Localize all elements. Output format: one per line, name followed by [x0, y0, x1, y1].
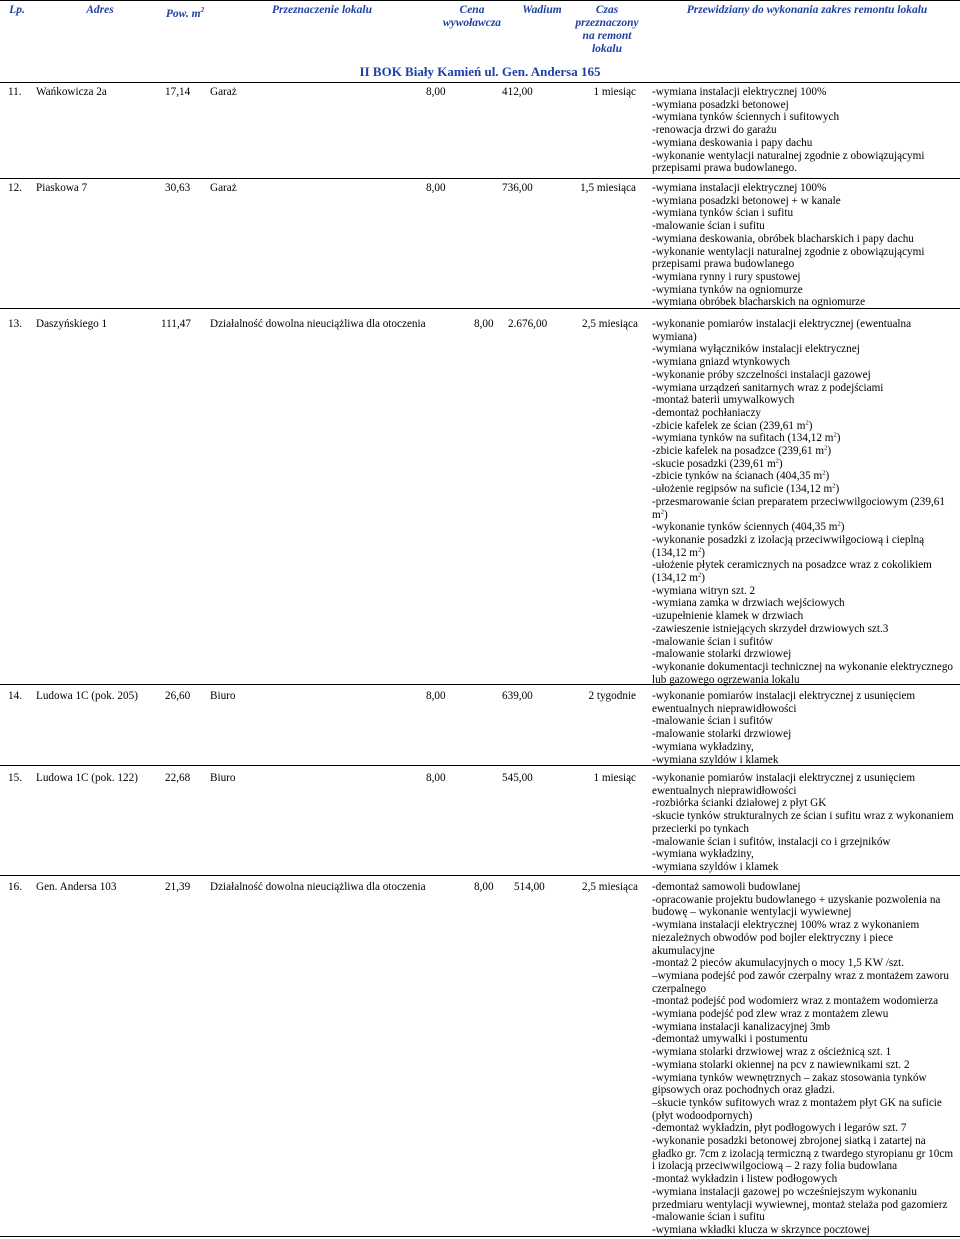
- work-line: -montaż wykładzin i listew podłogowych: [652, 1173, 838, 1186]
- paren: ): [701, 572, 705, 585]
- sq-sup: 2: [660, 507, 664, 515]
- sq-sup: 2: [837, 520, 841, 528]
- row-adres: Daszyńskiego 1: [36, 318, 108, 330]
- work-line: -wymiana posadzki betonowej: [652, 98, 789, 111]
- work-line: -wykonanie wentylacji naturalnej zgodnie z obowiązującymi: [652, 149, 925, 162]
- work-line: [652, 458, 958, 471]
- paren: ): [840, 521, 845, 534]
- work-line: [652, 470, 958, 483]
- row-pow: 21,39: [165, 881, 191, 893]
- row-works: [652, 318, 958, 686]
- header-pow: [150, 4, 220, 21]
- rule-header: [0, 82, 960, 83]
- row-works: [652, 690, 958, 766]
- paren: ): [825, 470, 830, 483]
- row-przeznaczenie: Garaż: [210, 182, 237, 194]
- row-lp: 11.: [8, 86, 22, 98]
- work-line: -malowanie ścian i sufitów: [652, 715, 773, 728]
- work-line: -malowanie ścian i sufitów: [652, 635, 773, 648]
- work-line: [652, 483, 958, 496]
- row-adres: Piaskowa 7: [36, 182, 88, 194]
- row-wadium: 736,00: [502, 182, 533, 194]
- work-line: czerpalnego: [652, 982, 707, 995]
- row-przeznaczenie: Garaż: [210, 86, 237, 98]
- work-line: -wykonanie posadzki z izolacją przeciwwilgociową i cieplną: [652, 533, 925, 546]
- work-line: -wymiana instalacji elektrycznej 100% wraz z wykonaniem: [652, 919, 920, 932]
- row-cena: 8,00: [426, 772, 446, 784]
- sq-sup: 2: [775, 457, 779, 464]
- row-works: [652, 881, 958, 1237]
- work-line: gipsowych oraz pochodnych oraz gładzi.: [652, 1084, 835, 1097]
- row-lp: 12.: [8, 182, 22, 194]
- row-works: [652, 182, 958, 309]
- row-pow: 22,68: [165, 772, 191, 784]
- row-cena: 8,00: [426, 86, 446, 98]
- row-pow: 30,63: [165, 182, 191, 194]
- row-cena: 8,00: [426, 182, 446, 194]
- work-line: -wymiana tynków ściennych i sufitowych: [652, 111, 840, 124]
- sq-sup: 2: [832, 482, 836, 490]
- row-pow: 26,60: [165, 690, 191, 702]
- work-line: -wymiana obróbek blacharskich na ogniomurze: [652, 296, 866, 309]
- work-line: -wymiana wkładki klucza w skrzynce pocztowej: [652, 1223, 870, 1236]
- header-czas-line4: lokalu: [591, 43, 623, 55]
- work-text: -zbicie kafelek ze ścian (239,61 m: [652, 419, 806, 432]
- work-line: -przesmarowanie ścian preparatem przeciwwilgociowym (239,61: [652, 495, 945, 508]
- row-czas: 2 tygodnie: [588, 690, 636, 702]
- work-line: -wymiana instalacji kanalizacyjnej 3mb: [652, 1020, 831, 1033]
- work-line: -demontaż pochłaniaczy: [652, 406, 762, 419]
- row-wadium: 545,00: [502, 772, 533, 784]
- row-wadium: 639,00: [502, 690, 533, 702]
- work-line: -wykonanie pomiarów instalacji elektrycznej z usunięciem: [652, 690, 916, 702]
- sq-sup: 2: [698, 545, 702, 553]
- work-line: -opracowanie projektu budowlanego + uzyskanie pozwolenia na: [652, 893, 941, 906]
- sq-sup: 2: [805, 418, 809, 426]
- row-lp: 16.: [8, 881, 22, 893]
- work-line: -wymiana urządzeń sanitarnych wraz z podejściami: [652, 381, 884, 394]
- work-line: -wymiana instalacji elektrycznej 100%: [652, 182, 827, 194]
- paren: ): [808, 419, 813, 432]
- row-adres: Gen. Andersa 103: [36, 881, 117, 893]
- work-line: lub gazowego ogrzewania lokalu: [652, 673, 800, 686]
- work-line: niezależnych obwodów pod bojler elektryczny i piece: [652, 931, 894, 944]
- header-cena: [432, 4, 512, 30]
- work-line: przepisami prawa budowlanego.: [652, 162, 798, 175]
- work-line: -wykonanie wentylacji naturalnej zgodnie z obowiązującymi: [652, 245, 925, 258]
- work-line: -wymiana szyldów i klamek: [652, 860, 779, 873]
- work-line: -wymiana szyldów i klamek: [652, 753, 779, 766]
- work-line: -wymiana wyłączników instalacji elektrycznej: [652, 343, 860, 356]
- header-zakres: Przewidziany do wykonania zakres remontu lokalu: [686, 4, 928, 16]
- work-line: -wymiana podejść pod zlew wraz z montażem zlewu: [652, 1008, 889, 1021]
- work-line: -wykonanie posadzki betonowej zbrojonej siatką i zatartej na: [652, 1135, 926, 1148]
- row-works: [652, 86, 958, 175]
- work-line: -wymiana instalacji gazowej po wcześniejszym wykonaniu: [652, 1185, 917, 1198]
- row-adres: Ludowa 1C (pok. 205): [36, 690, 138, 702]
- work-text: -ułożenie regipsów na suficie (134,12 m: [652, 483, 833, 496]
- work-line: [652, 509, 958, 522]
- work-text: (134,12 m: [652, 572, 698, 585]
- work-line: -wymiana instalacji elektrycznej 100%: [652, 86, 827, 98]
- section-title: II BOK Biały Kamień ul. Gen. Andersa 165: [359, 64, 601, 79]
- header-czas: [567, 4, 647, 56]
- work-line: -wymiana rynny i rury spustowej: [652, 270, 801, 283]
- work-line: -wymiana stolarki okiennej na pcv z nawiewnikami szt. 2: [652, 1058, 910, 1071]
- work-line: -malowanie ścian i sufitu: [652, 1211, 765, 1224]
- work-line: -wykonanie pomiarów instalacji elektrycznej (ewentualna: [652, 318, 912, 330]
- row-czas: 2,5 miesiąca: [582, 318, 638, 330]
- work-text: (134,12 m: [652, 546, 698, 559]
- work-line: ewentualnych nieprawidłowości: [652, 784, 797, 797]
- work-line: -montaż 2 pieców akumulacyjnych o mocy 1,5 KW /szt.: [652, 957, 905, 970]
- row-cena: 8,00: [474, 318, 494, 330]
- paren: ): [778, 457, 783, 470]
- row-czas: 1,5 miesiąca: [580, 182, 636, 194]
- rule-row-12: [0, 178, 960, 179]
- sq-sup: 2: [822, 469, 826, 477]
- rule-top: [0, 0, 960, 1]
- work-line: -wykonanie dokumentacji technicznej na wykonanie elektrycznego: [652, 660, 954, 673]
- row-wadium: 412,00: [502, 86, 533, 98]
- work-line: (płyt wodoodpornych): [652, 1109, 753, 1122]
- row-przeznaczenie: Działalność dowolna nieuciążliwa dla otoczenia: [210, 881, 426, 893]
- work-line: -wymiana posadzki betonowej + w kanale: [652, 194, 841, 207]
- work-line: [652, 521, 958, 534]
- header-pow-sup: 2: [200, 6, 205, 14]
- work-line: [652, 445, 958, 458]
- work-line: wymiana): [652, 330, 697, 343]
- work-line: [652, 547, 958, 560]
- header-cena-line1: Cena: [459, 4, 485, 16]
- work-line: -malowanie ścian i sufitu: [652, 220, 765, 233]
- work-line: gładko gr. 7cm z izolacją termiczną z twardego styropianu gr 10cm: [652, 1147, 954, 1160]
- row-lp: 15.: [8, 772, 22, 784]
- paren: ): [835, 483, 840, 496]
- paren: ): [827, 445, 832, 458]
- row-czas: 1 miesiąc: [593, 772, 636, 784]
- work-line: -demontaż samowoli budowlanej: [652, 881, 801, 893]
- header-pow-text: Pow. m: [165, 7, 201, 20]
- work-line: -wymiana deskowania, obróbek blacharskich i papy dachu: [652, 232, 914, 245]
- work-line: -renowacja drzwi do garażu: [652, 124, 777, 137]
- paren: ): [836, 432, 841, 445]
- work-line: [652, 432, 958, 445]
- work-line: -montaż podejść pod wodomierz wraz z montażem wodomierza: [652, 995, 939, 1008]
- work-line: –skucie tynków sufitowych wraz z montażem płyt GK na suficie: [652, 1096, 942, 1109]
- work-text: -wykonanie tynków ściennych (404,35 m: [652, 521, 838, 534]
- work-text: -wymiana tynków na sufitach (134,12 m: [652, 432, 834, 445]
- work-line: przecierki po tynkach: [652, 822, 749, 835]
- header-czas-line1: Czas: [595, 4, 619, 16]
- work-line: -wymiana wykładziny,: [652, 740, 754, 753]
- work-line: [652, 420, 958, 433]
- row-pow: 111,47: [161, 318, 191, 330]
- work-line: -skucie tynków strukturalnych ze ścian i sufitu wraz z wykonaniem: [652, 810, 954, 823]
- work-text: -zbicie tynków na ścianach (404,35 m: [652, 470, 823, 483]
- work-line: budowę – wykonanie wentylacji wywiewnej: [652, 906, 852, 919]
- header-lp: Lp.: [9, 4, 25, 16]
- row-cena: 8,00: [474, 881, 494, 893]
- header-przeznaczenie: Przeznaczenie lokalu: [272, 4, 372, 16]
- work-line: -demontaż wykładzin, płyt podłogowych i legarów szt. 7: [652, 1122, 907, 1135]
- row-wadium: 2.676,00: [508, 318, 548, 330]
- work-line: -wymiana zamka w drzwiach wejściowych: [652, 597, 845, 610]
- work-line: -zawieszenie istniejących skrzydeł drzwiowych szt.3: [652, 622, 889, 635]
- work-line: -montaż baterii umywalkowych: [652, 394, 795, 407]
- work-line: -malowanie stolarki drzwiowej: [652, 648, 792, 661]
- row-pow: 17,14: [165, 86, 191, 98]
- row-przeznaczenie: Biuro: [210, 690, 236, 702]
- work-line: –wymiana podejść pod zawór czerpalny wraz z montażem zaworu: [652, 969, 949, 982]
- row-cena: 8,00: [426, 690, 446, 702]
- header-wadium: Wadium: [522, 4, 562, 16]
- paren: ): [701, 546, 705, 559]
- work-line: -malowanie ścian i sufitów, instalacji co i grzejników: [652, 835, 891, 848]
- work-line: przedmiaru wentylacji wywiewnej, montaż stelaża pod gazomierz: [652, 1198, 948, 1211]
- work-line: -wymiana witryn szt. 2: [652, 584, 756, 597]
- row-lp: 14.: [8, 690, 22, 702]
- work-line: -uzupełnienie klamek w drzwiach: [652, 610, 804, 623]
- row-adres: Wańkowicza 2a: [36, 86, 107, 98]
- row-adres: Ludowa 1C (pok. 122): [36, 772, 138, 784]
- work-line: -wymiana wykładziny,: [652, 848, 754, 861]
- header-czas-line2: przeznaczony: [575, 17, 639, 29]
- work-line: -wykonanie pomiarów instalacji elektrycznej z usunięciem: [652, 772, 916, 784]
- rule-row-16: [0, 875, 960, 876]
- sq-sup: 2: [833, 431, 837, 439]
- header-adres: Adres: [86, 4, 114, 16]
- row-works: [652, 772, 958, 874]
- paren: ): [663, 508, 668, 521]
- sq-sup: 2: [824, 444, 828, 452]
- row-czas: 1 miesiąc: [593, 86, 636, 98]
- work-line: -malowanie stolarki drzwiowej: [652, 728, 792, 741]
- row-lp: 13.: [8, 318, 22, 330]
- work-line: -wymiana tynków wewnętrznych – zakaz stosowania tynków: [652, 1071, 927, 1084]
- work-line: -wymiana tynków na ogniomurze: [652, 283, 803, 296]
- header-cena-line2: wywoławcza: [442, 17, 502, 29]
- work-line: i izolacją przeciwwilgociową – 2 razy folia budowlana: [652, 1160, 898, 1173]
- work-line: -wymiana stolarki drzwiowej wraz z ościeżnicą szt. 1: [652, 1046, 892, 1059]
- row-wadium: 514,00: [514, 881, 545, 893]
- header-czas-line3: na remont: [582, 30, 632, 42]
- work-line: -demontaż umywalki i postumentu: [652, 1033, 808, 1046]
- work-text: -skucie posadzki (239,61 m: [652, 457, 776, 470]
- work-line: akumulacyjne: [652, 944, 715, 957]
- row-przeznaczenie: Biuro: [210, 772, 236, 784]
- work-line: -rozbiórka ścianki działowej z płyt GK: [652, 797, 827, 810]
- work-line: -wymiana gniazd wtynkowych: [652, 356, 790, 369]
- work-line: ewentualnych nieprawidłowości: [652, 702, 797, 715]
- work-line: -wymiana tynków ścian i sufitu: [652, 207, 794, 220]
- work-text: m: [652, 508, 661, 521]
- work-line: -ułożenie płytek ceramicznych na posadzce wraz z cokolikiem: [652, 559, 932, 572]
- work-line: [652, 572, 958, 585]
- work-text: -zbicie kafelek na posadzce (239,61 m: [652, 445, 825, 458]
- sq-sup: 2: [698, 571, 702, 579]
- work-line: -wymiana deskowania i papy dachu: [652, 136, 813, 149]
- work-line: przepisami prawa budowlanego: [652, 258, 795, 271]
- work-line: -wykonanie próby szczelności instalacji gazowej: [652, 368, 871, 381]
- row-przeznaczenie: Działalność dowolna nieuciążliwa dla otoczenia: [210, 318, 426, 330]
- row-czas: 2,5 miesiąca: [582, 881, 638, 893]
